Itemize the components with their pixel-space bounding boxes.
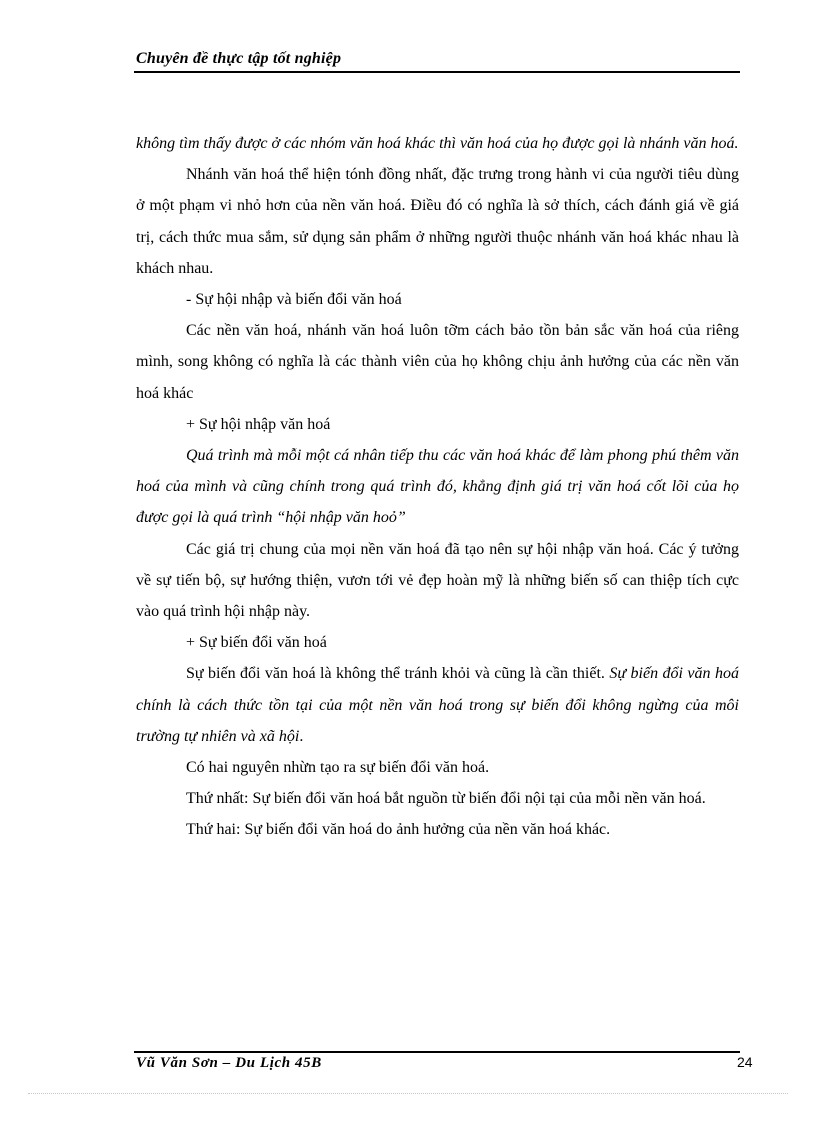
- paragraph-9: [136, 658, 739, 752]
- paragraph-2: Nhánh văn hoá thể hiện tónh đồng nhất, đặc trưng trong hành vi của người tiêu dùng ở một phạm vi nhỏ hơn của nền văn hoá. Điều đó có nghĩa là sở thích, cách đánh giá về giá trị, cách thức mua sắm, sử dụng sản phẩm ở những người thuộc nhánh văn hoá khác nhau là khách nhau.: [136, 166, 739, 277]
- paragraph-11: Thứ nhất: Sự biến đổi văn hoá bắt nguồn từ biến đổi nội tại của mỗi nền văn hoá.: [186, 790, 706, 808]
- paragraph-1: [136, 128, 739, 159]
- paragraph-8: + Sự biến đổi văn hoá: [186, 634, 327, 652]
- page-content: [136, 128, 739, 846]
- paragraph-10: Có hai nguyên nhừn tạo ra sự biến đổi văn hoá.: [186, 759, 490, 777]
- footer-rule: [134, 1051, 740, 1053]
- paragraph-9-plain: Sự biến đổi văn hoá là không thể tránh khỏi và cũng là cần thiết.: [186, 665, 610, 683]
- page-number: 24: [737, 1054, 753, 1070]
- paragraph-9-end: .: [299, 727, 304, 745]
- header-title: Chuyên đề thực tập tốt nghiệp: [136, 50, 342, 67]
- paragraph-4: Các nền văn hoá, nhánh văn hoá luôn tỡm cách bảo tồn bản sắc văn hoá của riêng mình, song không có nghĩa là các thành viên của họ không chịu ảnh hưởng của các nền văn hoá khác: [136, 322, 739, 402]
- paragraph-3: - Sự hội nhập và biến đổi văn hoá: [186, 291, 402, 309]
- paragraph-6-text: Quá trình mà mỗi một cá nhân tiếp thu các văn hoá khác để làm phong phú thêm văn hoá của mình và cũng chính trong quá trình đó, khẳng định giá trị văn hoá cốt lõi của họ được gọi là quá trình “hội nhập văn hoỏ”: [136, 447, 739, 527]
- paragraph-1-text: không tìm thấy được ở các nhóm văn hoá khác thì văn hoá của họ được gọi là nhánh văn hoá.: [136, 135, 739, 152]
- paragraph-12: Thứ hai: Sự biến đổi văn hoá do ảnh hưởng của nền văn hoá khác.: [186, 821, 611, 839]
- page-bottom-dotted-line: [28, 1093, 788, 1094]
- paragraph-7: Các giá trị chung của mọi nền văn hoá đã tạo nên sự hội nhập văn hoá. Các ý tưởng về sự tiến bộ, sự hướng thiện, vươn tới vẻ đẹp hoàn mỹ là những biến số can thiệp tích cực vào quá trình hội nhập này.: [136, 540, 739, 621]
- paragraph-5: + Sự hội nhập văn hoá: [186, 415, 331, 433]
- header-rule: [134, 71, 740, 73]
- footer-author: Vũ Văn Sơn – Du Lịch 45B: [136, 1055, 322, 1071]
- paragraph-9-italic: Sự biến đổi văn hoá chính là cách thức tồn tại của một nền văn hoá trong sự biến đổi không ngừng của môi trường tự nhiên và xã hội: [136, 665, 739, 745]
- paragraph-6: [136, 440, 739, 534]
